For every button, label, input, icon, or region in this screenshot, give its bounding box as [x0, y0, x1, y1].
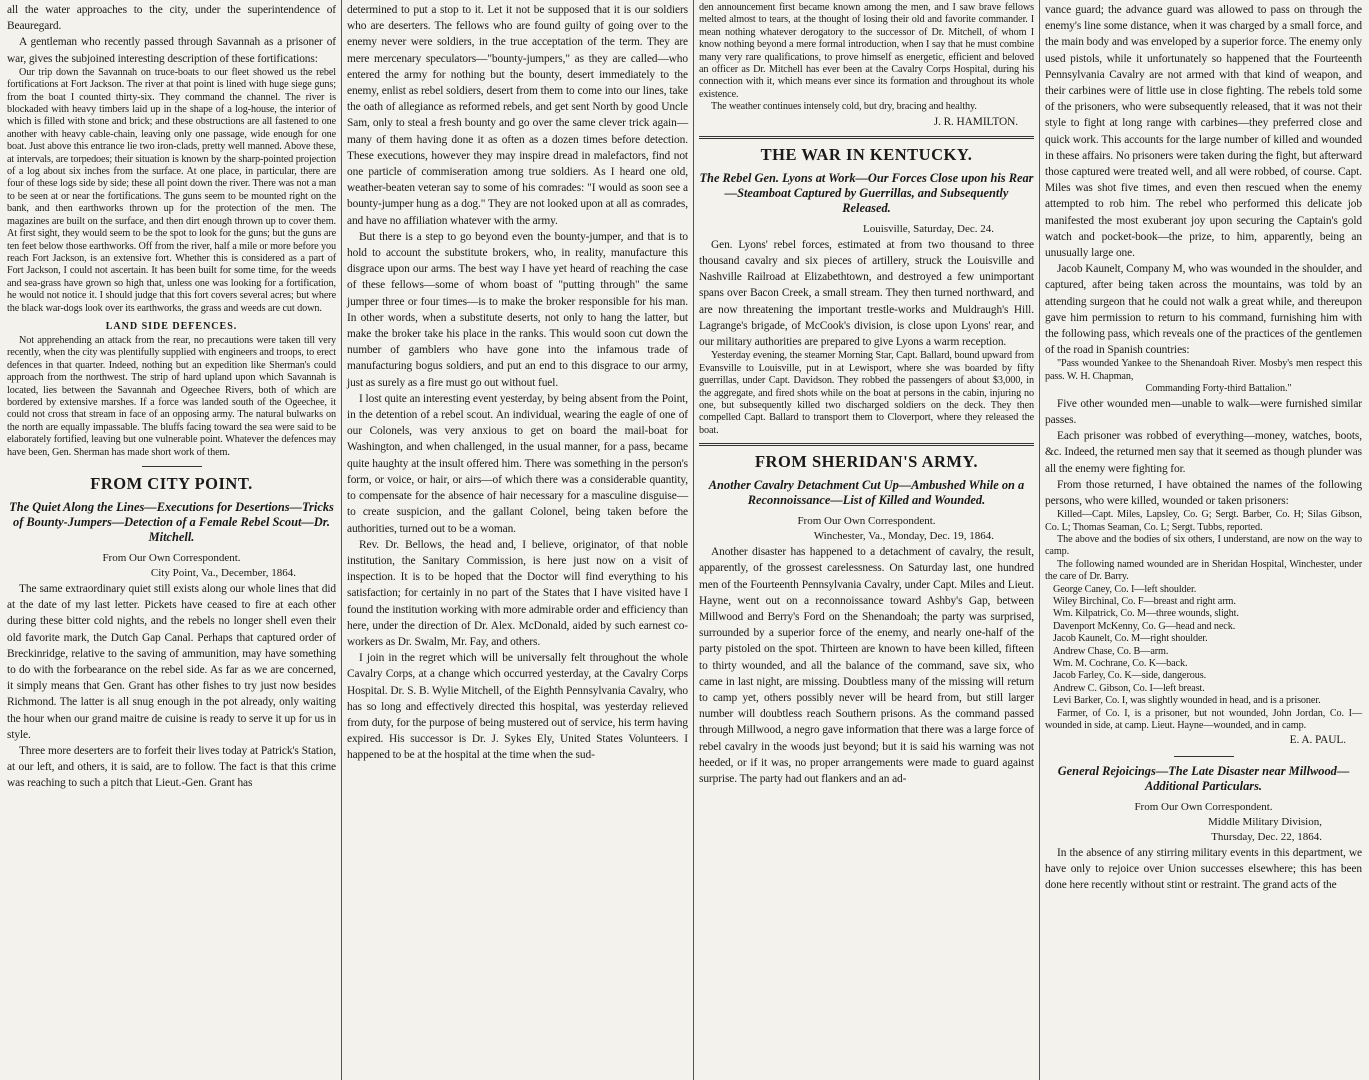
divider [699, 136, 1034, 139]
dateline: Middle Military Division, [1208, 815, 1322, 828]
paragraph: Gen. Lyons' rebel forces, estimated at from two thousand to three thousand cavalry and six pieces of artillery, struck the Louisville and Nashville Railroad at Elizabethtown, and destroyed a few unimportant spans over Bacon Creek, a small stream. They then turned northward, and are now threatening the important trestle-works and Muldraugh's Hill. Lagrange's brigade, of McCook's division, is close upon Lyons' rear, and our military authorities are prepared to give Lyons a warm reception. [699, 238, 1034, 349]
paragraph: all the water approaches to the city, under the superintendence of Beauregard. [7, 4, 336, 33]
column-2 [342, 0, 694, 1080]
correspondent-line: From Our Own Correspondent. [797, 515, 936, 528]
paragraph: Jacob Kaunelt, Company M, who was wounded in the shoulder, and captured, after being taken across the mountains, was told by an attending surgeon that he could not walk a great while, and thereupon gave him permission to return to his command, furnishing him with the following pass, which reveals one of the practices of the gentlemen of the road in Spanish countries: [1045, 263, 1362, 357]
paragraph: den announcement first became known among the men, and I saw brave fellows melted almost to tears, at the thought of losing their old and favorite commander. I mean nothing whatever derogatory to the successor of Dr. Mitchell, of whom I know nothing beyond a mere formal introduction, when I say that he must combine many very rare qualifications, to prove himself as energetic, efficient and beloved an officer as Dr. Mitchell has ever been at the Cavalry Corps Hospital, during his connection with it, which means ever since its formation and throughout its whole existence. [699, 2, 1034, 100]
wounded-list [1045, 584, 1362, 708]
article-headline: THE WAR IN KENTUCKY. [760, 144, 973, 164]
divider [699, 443, 1034, 446]
column-1 [2, 0, 342, 1080]
paragraph: Yesterday evening, the steamer Morning Star, Capt. Ballard, bound upward from Evansville to Louisville, put in at Lewisport, where she was boarded by fifty guerrillas, under Capt. Davidson. They robbed the passengers of about $3,000, in the aggregate, and fired shots while on the boat at persons in the cabin, injuring no one, but subsequently killed two discharged soldiers on the deck. They then compelled Capt. Ballard to transport them to Cloverport, where they released the boat. [699, 350, 1034, 436]
column-3 [694, 0, 1040, 1080]
paragraph: I join in the regret which will be universally felt throughout the whole Cavalry Corps, at a change which occurred yesterday, at the Cavalry Corps Hospital. Dr. S. B. Wylie Mitchell, of the Eighth Pennsylvania Cavalry, who has so long and effectively directed this hospital, was yesterday relieved from duty, for the purpose of being mustered out of service, his term having expired. His successor is Dr. J. Sykes Ely, United States Volunteers. I happened to be at the hospital at the time when the sud- [347, 652, 688, 762]
article-subheadline: The Rebel Gen. Lyons at Work—Our Forces Close upon his Rear—Steamboat Captured by Guerrillas, and Subsequently Released. [699, 170, 1034, 215]
paragraph: Not apprehending an attack from the rear, no precautions were taken till very recently, when the city was plentifully supplied with engineers and troops, to erect defences in that quarter. Indeed, nothing but an expedition like Sherman's could approach from the northwest. The strip of hard upland upon which Savannah is located, lies between the Savannah and Ogeechee Rivers, both of which are bordered by extensive marshes. If a force was landed south of the Ogeechee, it could not cross that stream in face of an opposing army. The natural bulwarks on the north are equally impassable. The bluffs facing toward the sea were said to be elaborately fortified, leaving but one vulnerable point. Whatever the defences may have been, Gen. Sherman has made short work of them. [7, 334, 336, 458]
divider [142, 466, 202, 467]
paragraph: From those returned, I have obtained the names of the following persons, who were killed, wounded or taken prisoners: [1045, 478, 1362, 507]
paragraph: Farmer, of Co. I, is a prisoner, but not wounded, John Jordan, Co. I—wounded in side, at camp. Lieut. Hayne—wounded, and in camp. [1045, 707, 1362, 732]
paragraph: The above and the bodies of six others, I understand, are now on the way to camp. [1045, 533, 1362, 558]
paragraph: Killed—Capt. Miles, Lapsley, Co. G; Sergt. Barber, Co. H; Silas Gibson, Co. L; Thomas Seaman, Co. L; Sergt. Tubbs, reported. [1045, 509, 1362, 533]
article-headline: FROM CITY POINT. [90, 474, 253, 493]
list-item: Andrew Chase, Co. B—arm. [1053, 645, 1169, 657]
paragraph: The following named wounded are in Sheridan Hospital, Winchester, under the care of Dr. Barry. [1045, 558, 1362, 583]
dateline: Thursday, Dec. 22, 1864. [1211, 830, 1322, 843]
article-subheadline: The Quiet Along the Lines—Executions for Desertions—Tricks of Bounty-Jumpers—Detection of a Female Rebel Scout—Dr. Mitchell. [9, 500, 334, 544]
list-item: Jacob Kaunelt, Co. M—right shoulder. [1053, 633, 1208, 645]
paragraph: But there is a step to go beyond even the bounty-jumper, and that is to hold to account the substitute brokers, who, in reality, manufacture this disgrace upon our arms. The best way I have yet heard of reaching the case of these fellows—some of whom boast of "putting through" the same jumper three or four times—is to make the broker responsible for his man. In other words, when a substitute deserts, not only to hang the latter, but make the broker take his place in the ranks. This would soon cut down the number of gamblers who have gone into the infamous trade of manufacturing bogus soldiers, and put an end to this disgrace to our army, just as surely as a fire must go out without fuel. [347, 230, 688, 389]
paragraph: In the absence of any stirring military events in this department, we have only to rejoice over Union successes elsewhere; this has been done here recently without stint or restraint. The grand acts of the [1045, 846, 1362, 892]
paragraph: vance guard; the advance guard was allowed to pass on through the enemy's line some distance, when it was charged by a small force, and the main body and was enveloped by a superior force. The enemy only used pistols, while it unfortunately so happened that the Fourteenth Pennsylvania Cavalry are not armed with that kind of weapon, and their carbines were of little use in close fighting. The rebels told some of the prisoners, who were subsequently released, that it was not their style to fight at long range with carbines—they preferred close and quick work. This accounts for the large number of killed and wounded in these affairs. No prisoners were taken during the fight, but afterward those captured were treated well, and all were robbed, of course. Capt. Miles was shot five times, and even then rescued when the enemy attempted to rob him. The rebel who performed this delicate job manifested the most exuberant joy upon securing the Captain's gold watch and pocket-book—the prize, to him, apparently, being an unusually large one. [1045, 4, 1362, 260]
correspondent-line: From Our Own Correspondent. [1134, 800, 1273, 813]
list-item: Levi Barker, Co. I, was slightly wounded in head, and is a prisoner. [1053, 695, 1321, 707]
paragraph: Rev. Dr. Bellows, the head and, I believe, originator, of that noble institution, the Sanitary Commission, is here just now on a visit of inspection. It is to be hoped that the Doctor will find everything to his satisfaction; for certainly in no part of the States that I have visited have I found the institution working with more admirable order and efficiency than here, under the direction of Dr. Alex. McDonald, aided by such earnest co-workers as Dr. Swalm, Mr. Fay, and others. [347, 538, 688, 648]
signature: J. R. HAMILTON. [933, 115, 1018, 128]
list-item: Wm. Kilpatrick, Co. M—three wounds, slight. [1053, 608, 1239, 620]
article-headline: FROM SHERIDAN'S ARMY. [754, 452, 979, 472]
list-item: George Caney, Co. I—left shoulder. [1053, 583, 1197, 595]
paragraph: Five other wounded men—unable to walk—were furnished similar passes. [1045, 397, 1362, 426]
paragraph: The weather continues intensely cold, but dry, bracing and healthy. [711, 101, 977, 113]
paragraph: Each prisoner was robbed of everything—money, watches, boots, &c. Indeed, the returned men say that it seemed as though plunder was all the enemy were fighting for. [1045, 430, 1362, 475]
correspondent-line: From Our Own Correspondent. [102, 552, 241, 564]
signature: E. A. PAUL. [1289, 734, 1346, 747]
pass-text: "Pass wounded Yankee to the Shenandoah River. Mosby's men respect this pass. W. H. Chapman, [1045, 358, 1362, 382]
list-item: Wm. M. Cochrane, Co. K—back. [1053, 657, 1188, 669]
pass-signature: Commanding Forty-third Battalion." [1145, 383, 1292, 395]
column-4 [1040, 0, 1367, 1080]
paragraph: I lost quite an interesting event yesterday, by being absent from the Point, in the detention of a rebel scout. An individual, wearing the eagle of one of our Colonels, was very anxious to get on board the mail-boat for Washington, and when challenged, in the usual manner, for a pass, became quite haughty at the insult offered him. There was something in the person's form, or voice, or hair, or airs—of which there was a considerable quantity, to compensate for the absence of hair necessary for a masculine disguise—to create suspicion, and the gallant Colonel, being taken before the authorities, turned out to be a woman. [347, 392, 688, 535]
paragraph: Another disaster has happened to a detachment of cavalry, the result, apparently, of the grossest carelessness. On Saturday last, one hundred men of the Fourteenth Pennsylvania Cavalry, under Capt. Miles and Lieut. Hayne, went out on a reconnoissance toward Ashby's Gap, between Millwood and Berry's Ford on the Shenandoah; the party was surprised, surrounded by a superior force of the enemy, and nearly one-half of the party pistoled on the spot. Thirteen are known to have been killed, fifteen to thirty wounded, and all the balance of the command, save six, who came in last night, are missing. Doubtless many of the missing will return to camp yet, others possibly never will be heard from, but still larger number will doubtless reach Southern prisons. As the command passed through Millwood, a negro gave information that there was a large force of rebel cavalry in the woods just beyond; but it is said his warning was not heeded, or if it was, no proper arrangements were made to guard against surprise. The party had out flankers and an ad- [699, 546, 1034, 785]
dateline: City Point, Va., December, 1864. [150, 567, 296, 579]
dateline: Louisville, Saturday, Dec. 24. [863, 222, 994, 235]
paragraph: The same extraordinary quiet still exists along our whole lines that did at the date of my last letter. Pickets have ceased to fire at each other during these bitter cold nights, and the rebels no longer shell even their old favorite mark, the Dutch Gap Canal. Perhaps that captured order of Breckinridge, relative to the saving of ammunition, may have something to do with the forbearance on the rebel side. As far as we are concerned, it simply means that Gen. Grant has other fishes to try just now besides Richmond. The latter is all snug enough in the pot already, only waiting the hour when our grand maitre de cuisine is ready to serve it up for us in style. [7, 583, 336, 741]
article-subheadline: Another Cavalry Detachment Cut Up—Ambushed While on a Reconnoissance—List of Killed and Wounded. [708, 478, 1025, 508]
list-item: Wiley Birchinal, Co. F—breast and right arm. [1053, 595, 1236, 607]
subheading: LAND SIDE DEFENCES. [105, 320, 238, 332]
article-subheadline: General Rejoicings—The Late Disaster near Millwood—Additional Particulars. [1057, 763, 1350, 793]
dateline: Winchester, Va., Monday, Dec. 19, 1864. [813, 530, 994, 543]
paragraph: determined to put a stop to it. Let it not be supposed that it is our soldiers who are deserters. The fellows who are found guilty of going over to the enemy never were soldiers, in the true acceptation of the term. They are mere mercenary speculators—"bounty-jumpers," as they are called—who entered the army for nothing but the bounty, desert immediately to the enemy, enlist as rebel soldiers, desert from them to come into our lines, take the oath of allegiance as reformed rebels, and get sent North by good Uncle Sam, only to steal a fresh bounty and go over the same clever trick again—many of them having done it as often as a dozen times before detection. These executions, however they may inspire dread in malefactors, find not one particle of commiseration among true soldiers. As I heard one old, weather-beaten veteran say to some of his comrades: "I would as soon see a bounty-jumper hung as a dog." They are not looked upon at all as comrades, and have no affiliation whatever with the army. [347, 4, 688, 227]
paragraph: Our trip down the Savannah on truce-boats to our fleet showed us the rebel fortifications at Fort Jackson. The river at that point is lined with huge siege guns; from the boat I counted thirty-six. They command the channel. The river is blockaded with heavy timbers laid up in the shape of a log-house, the interior of which is filled with stone and brick; and these obstructions are all fastened to one another with heavy cable-chain, leaving only one passage, wide enough for one boat. Just above this entrance lie two iron-clads, pretty well manned. Above these, at intervals, are torpedoes; their situation is known by the sharp-pointed projection of a log about six inches from the surface. At one place, in particular, there are four of these logs side by side; these all point down the river. There was not a man to be seen at or near the fortifications. The guns seem to be mounted right on the bank, and then earthworks thrown up for the protection of the men. The magazines are built on the surface, and then dirt enough thrown up to cover them. At first sight, they would seem to be the spot to look for the guns; but the guns are ten feet below those earthworks. Off from the river, half a mile or more before you reach Fort Jackson, is an extensive fort. Whether this is considered as a part of Fort Jackson, I could not ascertain. It has been built for some time, for the weeds and sea-grass have grown so high that, unless one was looking for a fortification, he would not notice it. I should judge that this fort covers several acres; but where the black war-dogs look over its earthworks, the grass and weeds are cut down. [7, 66, 336, 314]
paragraph: A gentleman who recently passed through Savannah as a prisoner of war, gives the subjoined interesting description of these fortifications: [7, 36, 336, 65]
divider [1174, 756, 1234, 757]
list-item: Jacob Farley, Co. K—side, dangerous. [1053, 670, 1207, 682]
list-item: Andrew C. Gibson, Co. I—left breast. [1053, 682, 1205, 694]
list-item: Davenport McKenny, Co. G—head and neck. [1053, 620, 1236, 632]
paragraph: Three more deserters are to forfeit their lives today at Patrick's Station, at our left, and others, it is said, are to follow. The fact is that this crime was reaching to such a pitch that Lieut.-Gen. Grant has [7, 745, 336, 790]
